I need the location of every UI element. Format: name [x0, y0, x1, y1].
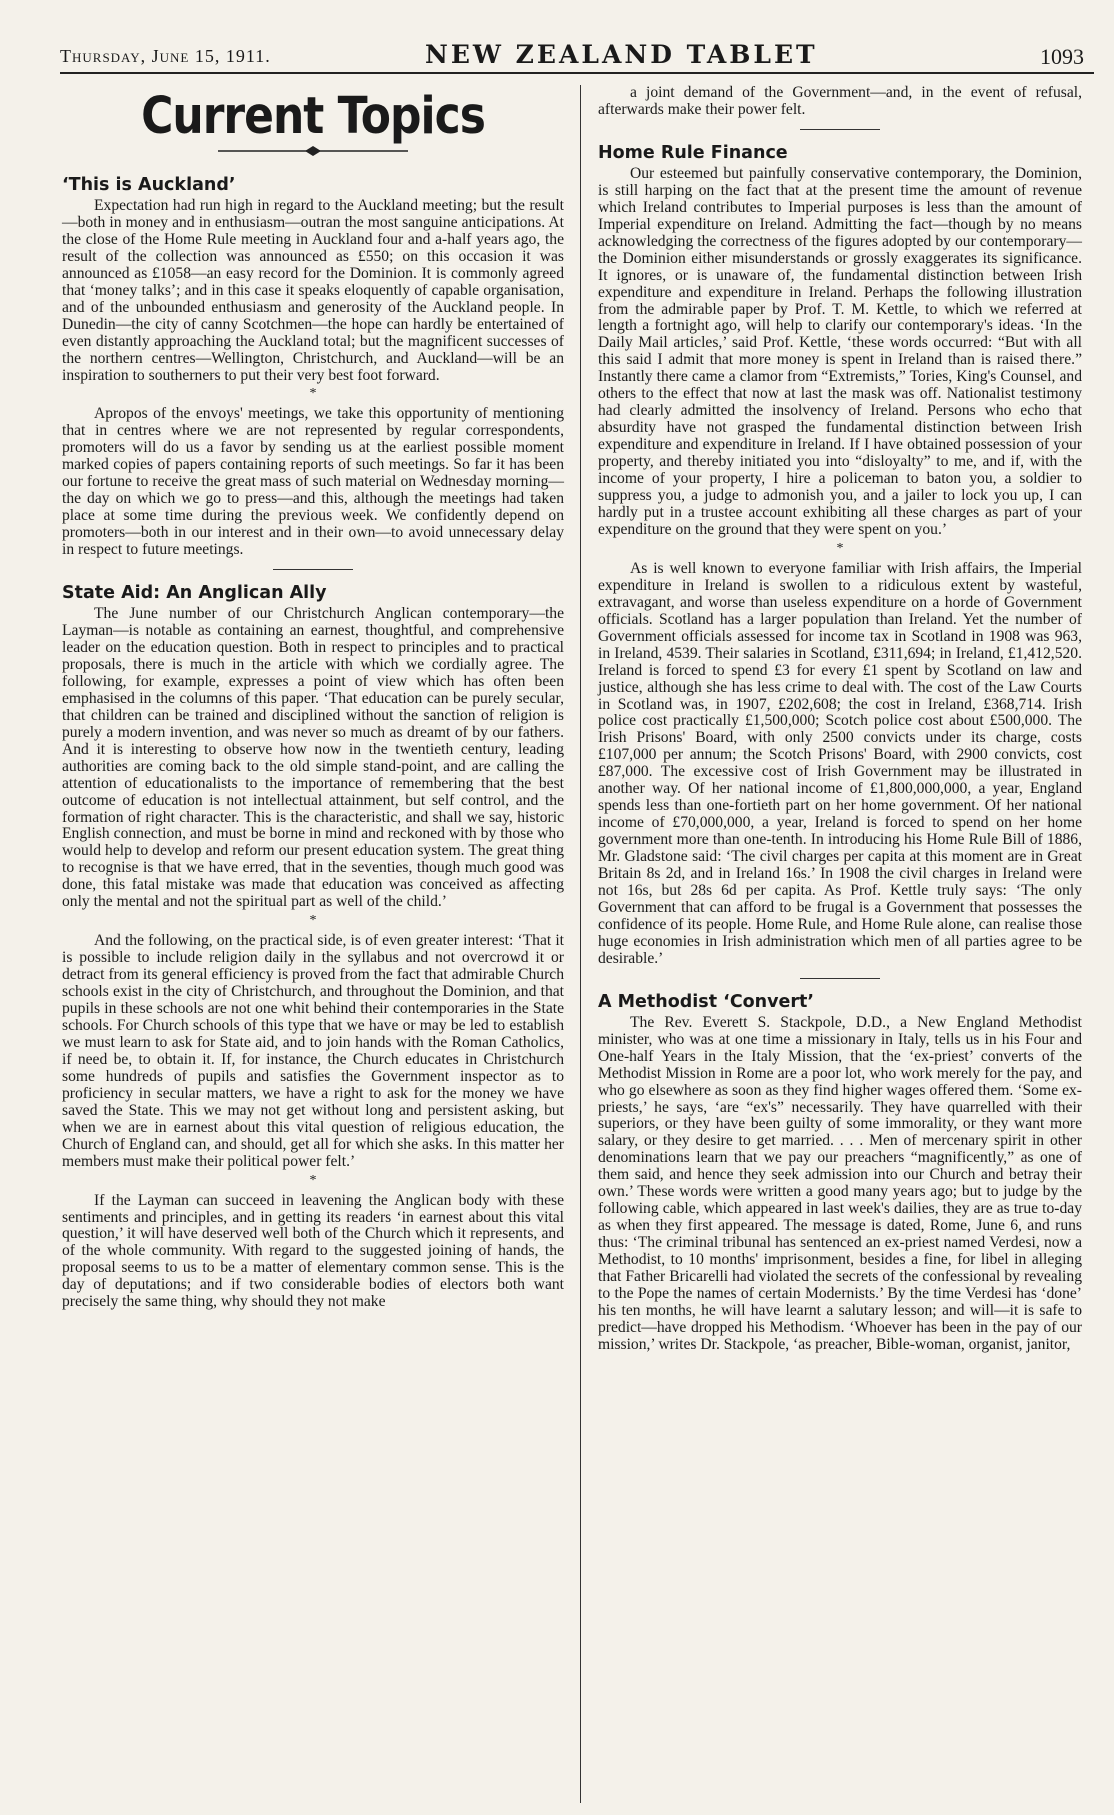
section-rule [800, 129, 880, 130]
page-number: 1093 [1040, 44, 1084, 69]
section-methodist-convert [598, 991, 1082, 1354]
section-this-is-auckland [62, 174, 564, 559]
paragraph: Expectation had run high in regard to the Auckland meeting; but the result—both in money and in enthusiasm—outran the most sanguine anticipations. At the close of the Home Rule meeting in Auckland four and a-half years ago, the result of the collection was announced as £550; on this occasion it was announced as £1058—an easy record for the Dominion. It is commonly agreed that ‘money talks’; and in this case it speaks eloquently of capable organisation, and of the unbounded enthusiasm and generosity of the Auckland people. In Dunedin—the city of canny Scotchmen—the hope can hardly be entertained of even distantly approaching the Auckland total; but the magnificent successes of the northern centres—Wellington, Christchurch, and Auckland—will be an inspiration to southerners to put their very best foot forward. [62, 197, 564, 384]
left-column [62, 85, 564, 1311]
right-column [598, 85, 1082, 1354]
paragraph: The Rev. Everett S. Stackpole, D.D., a New England Methodist minister, who was at one time a missionary in Italy, tells us in his Four and One-half Years in the Italy Mission, that the ‘ex-priest’ converts of the Methodist Mission in Rome are a poor lot, who work merely for the pay, and who go elsewhere as soon as they find higher wages offered them. ‘Some ex-priests,’ he says, ‘are “ex's” necessarily. They have quarrelled with their superiors, or they have been guilty of some immorality, or they want more salary, or they desire to get married. . . . Men of mercenary spirit in other denominations learn that we pay our preachers “magnificently,” as one of them said, and hence they seek admission into our Church and betray their own.’ These words were written a good many years ago; but to judge by the following cable, which appeared in last week's dailies, they are as true to-day as when they first appeared. The message is dated, Rome, June 6, and runs thus: ‘The criminal tribunal has sentenced an ex-priest named Verdesi, now a Methodist, to 10 months' imprisonment, besides a fine, for libel in alleging that Father Bricarelli had violated the secrets of the confessional by revealing to the Pope the names of certain Modernists.’ By the time Verdesi has ‘done’ his ten months, he will have learnt a salutary lesson; and will—it is safe to predict—have dropped his Methodism. ‘Whoever has been in the pay of our mission,’ writes Dr. Stackpole, ‘as preacher, Bible-woman, organist, janitor, [598, 1013, 1082, 1353]
section-state-aid [62, 582, 564, 1311]
newspaper-title: NEW ZEALAND TABLET [425, 40, 818, 69]
section-heading: State Aid: An Anglican Ally [62, 583, 327, 604]
section-heading: ‘This is Auckland’ [62, 175, 236, 195]
continued-paragraph: a joint demand of the Government—and, in the event of refusal, afterwards make their power felt. [598, 84, 1082, 118]
paragraph: Apropos of the envoys' meetings, we take this opportunity of mentioning that in centres where we are not represented by regular correspondents, promoters will do us a favor by sending us at the earliest possible moment marked copies of papers containing reports of such meetings. So far it has been our fortune to receive the great mass of such material on Wednesday morning—the day on which we go to press—and this, although the meetings had taken place at some time during the previous week. We confidently depend on promoters—both in our interest and in their own—to avoid unnecessary delay in respect to future meetings. [62, 405, 564, 559]
paragraph: And the following, on the practical side, is of even greater interest: ‘That it is possible to include religion daily in the syllabus and not overcrowd it or detract from its general efficiency is proved from the fact that admirable Church schools exist in the city of Christchurch, and throughout the Dominion, and that pupils in these schools are not one whit behind their contemporaries in the State schools. For Church schools of this type that we have or may be led to establish we must learn to ask for State aid, and to join hands with the Roman Catholics, if need be, to obtain it. If, for instance, the Church educates in Christchurch some hundreds of pupils and satisfies the Government inspector as to proficiency in secular matters, we have a right to ask for the money we have saved the State. This we may not get without long and persistent asking, but when we are in earnest about this vital question of religious education, the Church of England can, and should, get all for which she asks. In this matter her members must make their political power felt.’ [62, 932, 564, 1170]
section-heading: Home Rule Finance [598, 142, 788, 163]
page-header [60, 40, 1094, 74]
section-star: * [309, 386, 317, 402]
section-star: * [309, 913, 317, 929]
paragraph: If the Layman can succeed in leavening the Anglican body with these sentiments and principles, and in getting its readers ‘in earnest about this vital question,’ it will have deserved well both of the Church which it represents, and of the whole community. With regard to the suggested joining of hands, the proposal seems to us to be a matter of elementary common sense. This is the day of deputations; and if two considerable bodies of electors both want precisely the same thing, why should they not make [62, 1191, 564, 1311]
column-divider [580, 85, 581, 1803]
section-rule [800, 978, 880, 979]
issue-date: Thursday, June 15, 1911. [60, 46, 271, 66]
section-star: * [836, 540, 844, 556]
section-star: * [309, 1172, 317, 1188]
paragraph: As is well known to everyone familiar with Irish affairs, the Imperial expenditure in Ireland is swollen to a ridiculous extent by wasteful, extravagant, and worse than useless expenditure on a horde of Government officials. Scotland has a larger population than Ireland. Yet the number of Government officials assessed for income tax in Scotland in 1908 was 963, in Ireland, 4539. Their salaries in Scotland, £311,694; in Ireland, £1,412,520. Ireland is forced to spend £3 for every £1 spent by Scotland on law and justice, although she has less crime to deal with. The cost of the Law Courts in Scotland was, in 1907, £202,608; the cost in Ireland, £368,714. Irish police cost practically £1,500,000; Scotch police cost about £500,000. The Irish Prisons' Board, with only 2500 convicts under its charge, costs £107,000 per annum; the Scotch Prisons' Board, with 2900 convicts, cost £87,000. The excessive cost of Irish Government may be illustrated in another way. Of her national income of £1,800,000,000, a year, England spends less than one-fortieth part on her home government. Of her national income of £70,000,000, a year, Ireland is forced to spend on her home government more than one-tenth. In introducing his Home Rule Bill of 1886, Mr. Gladstone said: ‘The civil charges per capita at this moment are in Great Britain 8s 2d, and in Ireland 16s.’ In 1908 the civil charges in Ireland were not 16s, but 28s 6d per capita. As Prof. Kettle truly says: ‘The only Government that can afford to be frugal is a Government that possesses the confidence of its people. Home Rule, and Home Rule alone, can realise those huge economies in Irish administration which men of all parties agree to be desirable.’ [598, 559, 1082, 967]
section-home-rule-finance [598, 142, 1082, 968]
title-ornament [218, 146, 408, 156]
section-rule [273, 569, 353, 570]
section-heading: A Methodist ‘Convert’ [598, 991, 815, 1012]
paragraph: The June number of our Christchurch Anglican contemporary—the Layman—is notable as containing an earnest, thoughtful, and comprehensive leader on the education question. Both in respect to principles and to practical proposals, there is much in the article with which we cordially agree. The following, for example, expresses a point of view which has often been emphasised in the columns of this paper. ‘That education can be purely secular, that children can be trained and disciplined without the sanction of religion is purely a modern invention, and was never so much as dreamt of by our fathers. And it is interesting to observe how now in the twentieth century, leading authorities are coming back to the old simple stand-point, and are calling the attention of educationalists to the importance of remembering that the best outcome of education is not intellectual attainment, but self control, and the formation of right character. This is the characteristic, and shall we say, historic English connection, and must be borne in mind and reckoned with by those who would help to develop and reform our present education system. The great thing to recognise is that we have erred, that in the seventies, though much good was done, this fatal mistake was made that education was conceived as affecting only the mental and not the spiritual part as well of the child.’ [62, 605, 564, 911]
paragraph: Our esteemed but painfully conservative contemporary, the Dominion, is still harping on the fact that at the present time the amount of revenue which Ireland contributes to Imperial purposes is less than the amount of Imperial expenditure on Ireland. Admitting the fact—though by no means acknowledging the correctness of the figures adopted by our contemporary—the Dominion either misunderstands or grossly exaggerates its significance. It ignores, or is unaware of, the fundamental distinction between Irish expenditure and expenditure in Ireland. Perhaps the following illustration from the admirable paper by Prof. T. M. Kettle, to which we referred at length a fortnight ago, will help to clarify our contemporary's ideas. ‘In the Daily Mail articles,’ said Prof. Kettle, ‘these words occurred: “But with all this said I admit that more money is spent in Ireland than is raised there.” Instantly there came a clamor from “Extremists,” Tories, King's Counsel, and others to the effect that now at last the mask was off. Nationalist testimony had clearly admitted the insolvency of Ireland. Persons who echo that absurdity have not grasped the fundamental distinction between Irish expenditure and expenditure in Ireland. If I have obtained possession of your property, and thereby initiated you into “disloyalty” to me, and if, with the income of your property, I hire a policeman to baton you, a soldier to suppress you, a judge to admonish you, and a jailer to lock you up, I can hardly put in a trustee account exhibiting all these charges as part of your expenditure on the ground that they were spent on you.’ [598, 164, 1082, 538]
page-title: Current Topics [141, 87, 485, 146]
